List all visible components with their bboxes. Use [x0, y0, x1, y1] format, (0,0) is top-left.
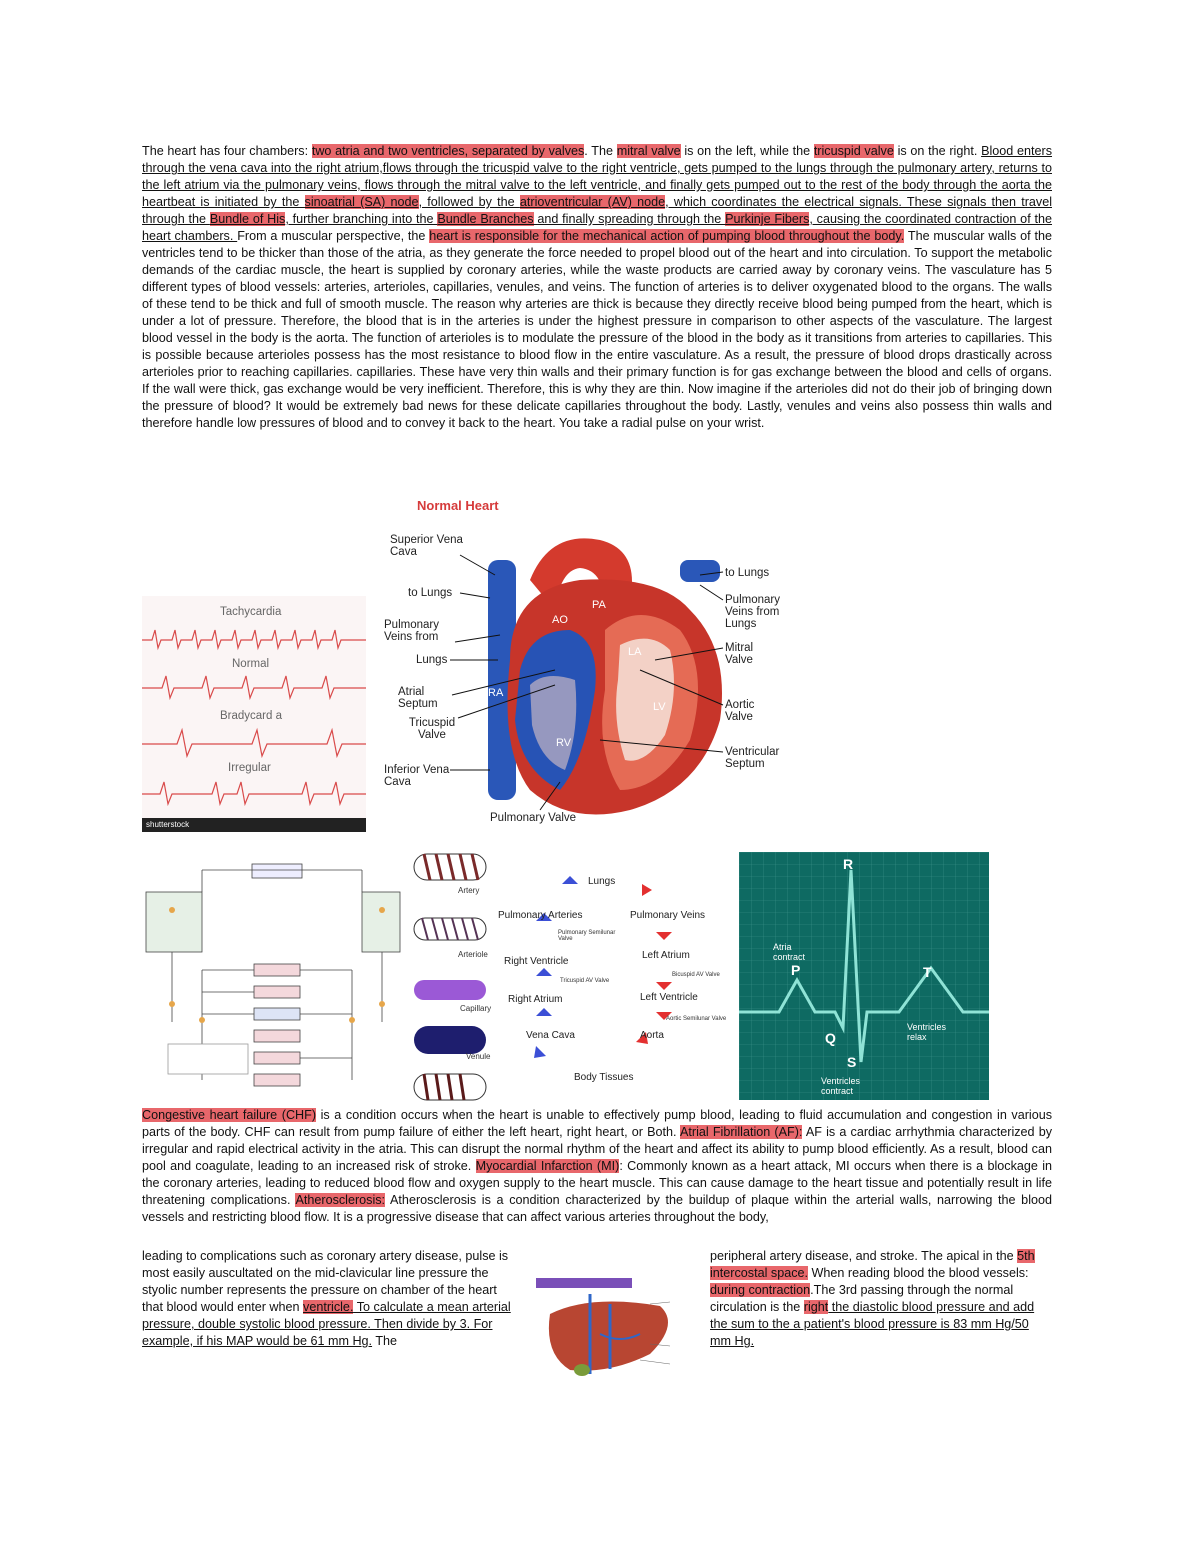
- highlight-ventricle: ventricle.: [303, 1300, 354, 1314]
- conditions-paragraph: [142, 1107, 1052, 1226]
- highlight-af: Atrial Fibrillation (AF):: [680, 1125, 803, 1139]
- ekg-label-irregular: Irregular: [228, 762, 271, 774]
- intro-text: The muscular walls of the ventricles tend to be thicker than those of the atria, as they generate the force needed to propel blood out of the heart and into circulation. To support the metabolic demands of the cardiac muscle, the heart is supplied by coronary arteries, while the waste products are carried away by coronary veins. The vasculature has 5 different types of blood vessels: arteries, arterioles, capillaries, venules, and veins. The function of arteries is to deliver oxygenated blood to the organs. The walls of these tend to be thick and full of smooth muscle. The reason why arteries are thick is because they directly receive blood being pumped from the heart, which is under a lot of pressure. Therefore, the blood that is in the arteries is under the highest pressure in comparison to other aspects of the vasculature. The largest blood vessel in the body is the aorta. The function of arterioles is to modulate the pressure of the blood in the body as it transitions from arteries to capillaries. This is possible because arterioles possess has the most resistance to blood flow in the entire vasculature. As a result, the pressure of blood drops drastically across arterioles prior to reaching capillaries. capillaries. These have very thin walls and their primary function is for gas exchange between the blood and cells of organs. If the wall were thick, gas exchange would be very inefficient. Therefore, this is why they are thin. Now imagine if the arterioles did not do their job of bringing down the pressure of blood? It would be extremely bad news for these delicate capillaries throughout the body. Lastly, venules and veins also possess thin walls and therefore handle low pressures of blood and to convey it back to the heart. You take a radial pulse on your wrist.: [142, 229, 1053, 430]
- underlined-blood-flow: Blood enters through the vena cava into the right atrium,flows through the tricuspid valve to the right ventricle, gets pumped to the lungs through the pulmonary artery, returns to the left atrium via the pulmonary veins, flows through the mitral valve to the left ventricle, and finally gets pumped out to the rest of the body through the aorta the heartbeat is initiated by the: [142, 144, 1053, 209]
- ecg-graphic: [739, 852, 989, 1100]
- flow-pulmonary-arteries: Pulmonary Arteries: [498, 910, 583, 921]
- left-col-end: The: [372, 1334, 398, 1348]
- flow-lungs: Lungs: [588, 876, 616, 887]
- intro-text: is on the left, while the: [680, 144, 814, 158]
- highlight-chf: Congestive heart failure (CHF): [142, 1108, 317, 1122]
- vessel-illustrations: [410, 840, 510, 1102]
- underlined-text: , followed by the: [418, 195, 520, 209]
- ecg-label-q: Q: [825, 1030, 836, 1046]
- underlined-diastolic: the diastolic blood pressure and add the sum to the a patient's blood pressure is 83 mm Hg/50 mm Hg.: [710, 1300, 1035, 1348]
- highlight-5th-intercostal: 5th intercostal space.: [710, 1249, 1035, 1280]
- vessel-label-arteriole: Arteriole: [458, 950, 488, 959]
- flow-bicuspid: Bicuspid AV Valve: [672, 972, 720, 978]
- label-pulmonary-veins-from-lungs: Pulmonary Veins from Lungs: [725, 594, 780, 630]
- right-col-text: When reading blood the blood vessels:: [808, 1266, 1029, 1280]
- label-inferior-vena-cava: Inferior Vena Cava: [384, 764, 450, 788]
- ecg-waveform-chart: [739, 852, 989, 1100]
- intro-text: . The: [584, 144, 617, 158]
- label-la: LA: [628, 646, 642, 658]
- highlight-right: right: [803, 1300, 829, 1314]
- highlight-bundle-his: Bundle of His: [209, 212, 286, 226]
- label-lv: LV: [653, 701, 666, 713]
- label-ventricular-septum: Ventricular Septum: [725, 746, 780, 770]
- label-aortic-valve: Aortic Valve: [725, 699, 755, 723]
- label-pulmonary-valve: Pulmonary Valve: [490, 812, 577, 824]
- label-ra: RA: [488, 687, 504, 699]
- flow-aorta: Aorta: [640, 1030, 664, 1041]
- highlight-bundle-branches: Bundle Branches: [437, 212, 534, 226]
- label-atrial-septum: Atrial Septum: [398, 686, 438, 710]
- flowchart-graphic: [142, 852, 404, 1098]
- underlined-map: To calculate a mean arterial pressure, double systolic blood pressure. Then divide by 3. For example, if his MAP would be 61 mm Hg.: [142, 1300, 511, 1348]
- flow-pulmonary-semilunar: Pulmonary Semilunar Valve: [558, 930, 616, 942]
- highlight-during-contraction: during contraction: [710, 1283, 811, 1297]
- flow-aortic-semilunar: Aortic Semilunar Valve: [666, 1016, 727, 1022]
- label-ao: AO: [552, 614, 568, 626]
- ekg-label-normal: Normal: [232, 658, 270, 670]
- vessel-types: [410, 840, 510, 1102]
- atherosclerosis-text: Atherosclerosis is a condition characterized by the buildup of plaque within the arterial walls, narrowing the blood vessels and restricting blood flow. It is a progressive disease that can affect various arteries throughout the body,: [142, 1193, 1053, 1224]
- flow-right-atrium: Right Atrium: [508, 994, 563, 1005]
- liver-illustration: [530, 1274, 700, 1390]
- circulation-flowchart: [142, 852, 404, 1098]
- ekg-label-tachycardia: Tachycardia: [220, 606, 282, 618]
- ecg-label-ventricles-contract: Ventricles contract: [821, 1076, 861, 1096]
- intro-text: The heart has four chambers:: [142, 144, 312, 158]
- underlined-text: , which coordinates the electrical signals. These signals then travel through the: [142, 195, 1052, 226]
- ecg-label-atria-contract: Atria contract: [773, 942, 806, 962]
- af-text: AF is a cardiac arrhythmia characterized by irregular and rapid electrical activity in the atria. This can disrupt the normal rhythm of the heart and affect its ability to pump blood efficiently. As a result, blood can pool and coagulate, leading to an increased risk of stroke.: [142, 1125, 1053, 1173]
- highlight-purkinje: Purkinje Fibers: [725, 212, 810, 226]
- ekg-brand: shutterstock: [146, 820, 190, 829]
- liver-diagram: [530, 1274, 700, 1390]
- flow-pulmonary-veins: Pulmonary Veins: [630, 910, 706, 921]
- highlight-tricuspid: tricuspid valve: [813, 144, 894, 158]
- flow-right-ventricle: Right Ventricle: [504, 956, 569, 967]
- mi-text: : Commonly known as a heart attack, MI occurs when there is a blockage in the coronary arteries, leading to reduced blood flow and oxygen supply to the heart muscle. This can cause damage to the heart tissue and potentially result in life threatening complications.: [142, 1159, 1052, 1207]
- flow-body-tissues: Body Tissues: [574, 1072, 634, 1083]
- right-col-text: peripheral artery disease, and stroke. The apical in the: [710, 1249, 1018, 1263]
- ekg-label-bradycardia: Bradycard a: [220, 710, 283, 722]
- label-pa: PA: [592, 599, 606, 611]
- highlight-sa-node: sinoatrial (SA) node: [304, 195, 419, 209]
- underlined-text: , further branching into the: [285, 212, 438, 226]
- highlight-chambers: two atria and two ventricles, separated by valves: [311, 144, 585, 158]
- vessel-label-venule: Venule: [466, 1052, 491, 1061]
- blood-flow-diagram: [496, 866, 740, 1088]
- flow-left-ventricle: Left Ventricle: [640, 992, 698, 1003]
- highlight-av-node: atrioventricular (AV) node: [519, 195, 666, 209]
- highlight-mi: Myocardial Infarction (MI): [475, 1159, 620, 1173]
- flow-tricuspid: Tricuspid AV Valve: [560, 978, 610, 984]
- label-tricuspid-valve: Tricuspid Valve: [408, 717, 456, 741]
- flow-left-atrium: Left Atrium: [642, 950, 690, 961]
- highlight-atherosclerosis: Atherosclerosis:: [295, 1193, 386, 1207]
- label-lungs: Lungs: [416, 654, 448, 666]
- label-mitral-valve: Mitral Valve: [725, 642, 754, 666]
- vessel-label-capillary: Capillary: [460, 1004, 492, 1013]
- intro-text: From a muscular perspective, the: [237, 229, 430, 243]
- ecg-label-ventricles-relax: Ventricles relax: [907, 1022, 947, 1042]
- ecg-label-s: S: [847, 1054, 857, 1070]
- ekg-rhythm-chart: [142, 596, 366, 832]
- label-rv: RV: [556, 737, 572, 749]
- intro-text: is on the right.: [893, 144, 982, 158]
- vessel-label-artery: Artery: [458, 886, 480, 895]
- ecg-label-p: P: [791, 962, 801, 978]
- underlined-text: and finally spreading through the: [533, 212, 726, 226]
- highlight-mitral: mitral valve: [616, 144, 681, 158]
- flow-vena-cava: Vena Cava: [526, 1030, 575, 1041]
- intro-paragraph: [142, 143, 1052, 432]
- right-column-text: [710, 1248, 1052, 1350]
- label-superior-vena-cava: Superior Vena Cava: [390, 534, 463, 558]
- heart-figure-title: Normal Heart: [417, 498, 499, 513]
- label-pulmonary-veins-from: Pulmonary Veins from: [384, 619, 439, 643]
- heart-diagram: [380, 520, 800, 830]
- label-to-lungs-right: to Lungs: [725, 567, 770, 579]
- ecg-label-r: R: [843, 856, 854, 872]
- chf-text: is a condition occurs when the heart is unable to effectively pump blood, leading to fluid accumulation and congestion in various parts of the body. CHF can result from pump failure of either the left heart, right heart, or Both.: [142, 1108, 1053, 1139]
- label-to-lungs-left: to Lungs: [408, 587, 453, 599]
- highlight-pumping: heart is responsible for the mechanical action of pumping blood throughout the body.: [429, 229, 905, 243]
- underlined-text: , causing the coordinated contraction of the heart chambers.: [142, 212, 1052, 243]
- right-col-text: .The 3rd passing through the normal circulation is the: [710, 1283, 1014, 1314]
- left-column-text: [142, 1248, 518, 1350]
- left-col-text: leading to complications such as coronary artery disease, pulse is most easily auscultated on the mid-clavicular line pressure the styolic number represents the pressure on chamber of the heart that blood would enter when: [142, 1249, 509, 1314]
- ecg-label-t: T: [923, 964, 932, 980]
